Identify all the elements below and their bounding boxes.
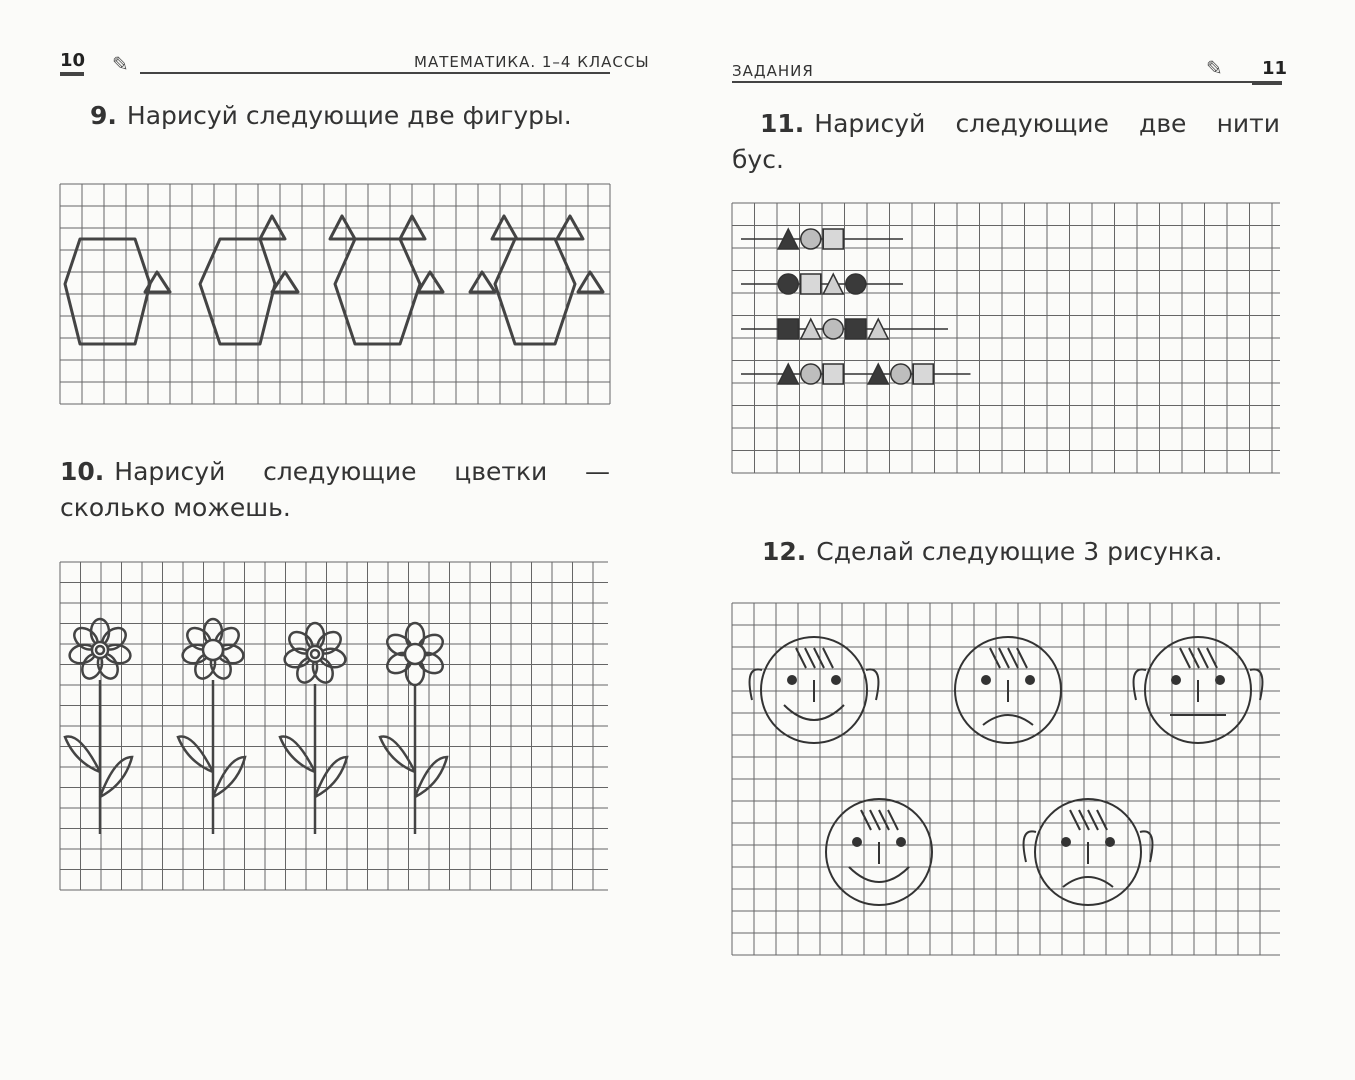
task-instruction: Сделай следующие 3 рисунка.: [816, 537, 1223, 566]
ear: [1250, 669, 1262, 700]
bead: [801, 364, 821, 384]
page-number: 10: [60, 50, 86, 71]
triangle-shape: [470, 272, 495, 292]
task-11-grid: [732, 203, 1280, 473]
hair-stroke: [1180, 648, 1190, 668]
hexagon-shape: [335, 239, 420, 344]
running-title: ЗАДАНИЯ: [732, 62, 814, 80]
header-rule: [140, 72, 610, 74]
eye: [1062, 838, 1070, 846]
task-10-line1: [60, 454, 610, 490]
hair-stroke: [1088, 810, 1098, 830]
bead: [823, 319, 843, 339]
task-instruction: Нарисуй следующие цветки —: [114, 457, 610, 486]
circle-bead: [778, 274, 798, 294]
circle-bead: [801, 229, 821, 249]
task-11-line1: [760, 106, 1280, 142]
bead: [801, 229, 821, 249]
flower-center: [203, 640, 223, 660]
hair-stroke: [879, 810, 889, 830]
task-12-text: [762, 534, 1223, 570]
hair-stroke: [999, 648, 1009, 668]
bead: [778, 274, 798, 294]
leaf: [315, 757, 347, 797]
eye: [1106, 838, 1114, 846]
circle-bead: [891, 364, 911, 384]
hair-stroke: [870, 810, 880, 830]
task-9-text: [90, 98, 572, 134]
task-9-grid: [60, 184, 610, 404]
face-drawing: [750, 637, 879, 743]
leaf: [100, 757, 132, 797]
eye: [832, 676, 840, 684]
eye: [982, 676, 990, 684]
task-11-line2: бус.: [732, 145, 784, 174]
header-rule: [732, 81, 1252, 83]
square-bead: [913, 364, 933, 384]
right-page: [680, 0, 1355, 1080]
bead: [823, 229, 843, 249]
task-instruction: Нарисуй следующие две нити: [814, 109, 1280, 138]
eye: [853, 838, 861, 846]
bead: [891, 364, 911, 384]
face-drawing: [1134, 637, 1263, 743]
bead: [846, 319, 866, 339]
bead: [913, 364, 933, 384]
ear: [1140, 831, 1152, 862]
page-number-bar: [1252, 81, 1282, 85]
left-page: [0, 0, 660, 1080]
hair-stroke: [1198, 648, 1208, 668]
task-12-grid: [732, 603, 1280, 955]
task-number: 11.: [760, 109, 805, 138]
face-drawing: [955, 637, 1061, 743]
task-instruction: Нарисуй следующие две фигуры.: [126, 101, 572, 130]
eye: [1172, 676, 1180, 684]
eye: [897, 838, 905, 846]
hair-stroke: [823, 648, 833, 668]
mouth-frown: [983, 715, 1033, 725]
flower-center: [405, 644, 425, 664]
running-title: МАТЕМАТИКА. 1–4 КЛАССЫ: [414, 53, 650, 71]
task-number: 12.: [762, 537, 807, 566]
task-10-grid: [60, 562, 608, 890]
triangle-shape: [578, 272, 603, 292]
pen-icon: ✎: [1206, 56, 1223, 80]
hair-stroke: [1070, 810, 1080, 830]
page-number: 11: [1262, 58, 1288, 79]
bead: [801, 274, 821, 294]
flower-center: [92, 642, 108, 658]
circle-bead: [846, 274, 866, 294]
eye: [1026, 676, 1034, 684]
hair-stroke: [805, 648, 815, 668]
page-number-bar: [60, 72, 84, 76]
ear: [1134, 669, 1146, 700]
pen-icon: ✎: [112, 52, 129, 76]
leaf: [415, 757, 447, 797]
task-number: 10.: [60, 457, 105, 486]
circle-bead: [823, 319, 843, 339]
eye: [788, 676, 796, 684]
ear: [750, 669, 762, 700]
hexagon-shape: [200, 239, 275, 344]
eye: [1216, 676, 1224, 684]
hexagon-shape: [495, 239, 575, 344]
hair-stroke: [990, 648, 1000, 668]
hexagon-shape: [65, 239, 150, 344]
triangle-shape: [418, 272, 443, 292]
task-number: 9.: [90, 101, 117, 130]
square-bead: [823, 229, 843, 249]
ear: [1024, 831, 1036, 862]
square-bead: [778, 319, 798, 339]
square-bead: [823, 364, 843, 384]
hair-stroke: [888, 810, 898, 830]
hair-stroke: [861, 810, 871, 830]
hair-stroke: [814, 648, 824, 668]
flower-drawing: [280, 623, 347, 834]
flower-drawing: [380, 623, 447, 834]
square-bead: [846, 319, 866, 339]
bead: [823, 364, 843, 384]
bead: [778, 319, 798, 339]
ear: [866, 669, 878, 700]
circle-bead: [801, 364, 821, 384]
square-bead: [801, 274, 821, 294]
hair-stroke: [1008, 648, 1018, 668]
leaf: [213, 757, 245, 797]
task-10-line2: сколько можешь.: [60, 493, 291, 522]
mouth-smile: [849, 867, 909, 882]
flower-center: [307, 646, 323, 662]
bead: [846, 274, 866, 294]
